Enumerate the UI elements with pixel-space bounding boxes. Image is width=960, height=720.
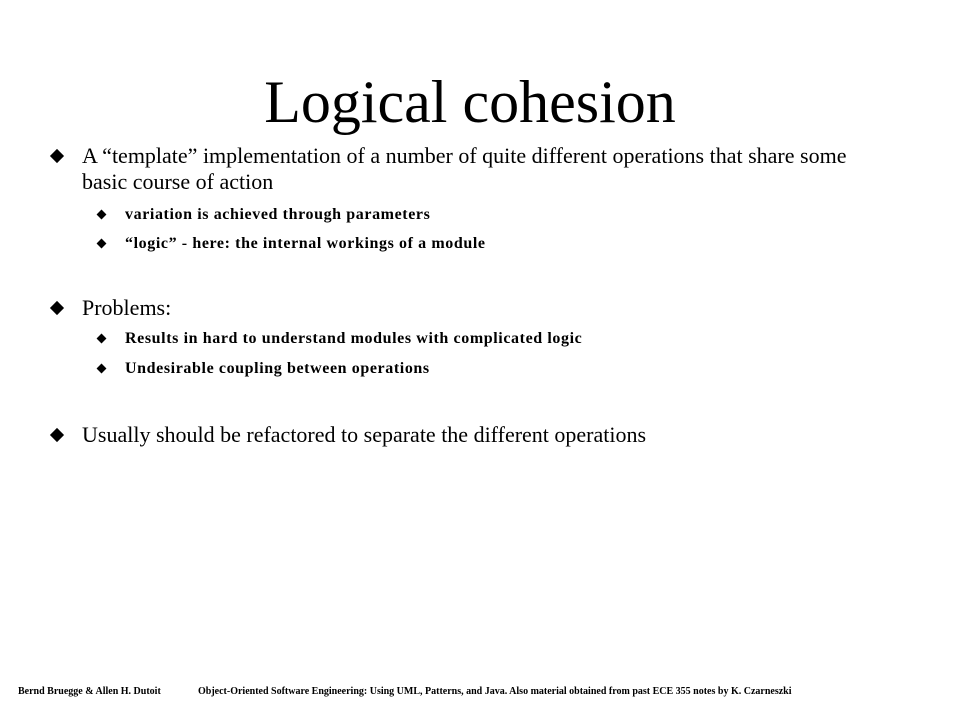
diamond-bullet-icon [97, 239, 107, 249]
footer-source: Object-Oriented Software Engineering: Using UML, Patterns, and Java. Also material obtained from past ECE 355 notes by K. Czarneszki [198, 686, 792, 697]
bullet-text: Problems: [82, 295, 172, 320]
sub-bullet-text: “logic” - here: the internal workings of a module [125, 235, 486, 252]
slide-title: Logical cohesion [264, 69, 676, 136]
footer-authors: Bernd Bruegge & Allen H. Dutoit [18, 686, 161, 697]
bullet-item [52, 143, 892, 195]
diamond-bullet-icon [97, 364, 107, 374]
diamond-bullet-icon [97, 334, 107, 344]
diamond-bullet-icon [50, 428, 64, 442]
bullet-text: Usually should be refactored to separate the different operations [82, 422, 647, 447]
bullet-item [52, 295, 892, 321]
sub-bullet-item [98, 205, 898, 225]
sub-bullet-item [98, 329, 898, 349]
sub-bullet-item [98, 359, 898, 379]
slide-footer [18, 686, 792, 698]
sub-bullet-text: Undesirable coupling between operations [125, 360, 430, 377]
sub-bullet-text: Results in hard to understand modules with complicated logic [125, 330, 583, 347]
sub-bullet-text: variation is achieved through parameters [125, 206, 431, 223]
sub-bullet-item [98, 234, 898, 254]
bullet-item [52, 422, 892, 448]
bullet-text: A “template” implementation of a number of quite different operations that share some basic course of action [82, 143, 847, 194]
diamond-bullet-icon [50, 149, 64, 163]
diamond-bullet-icon [97, 210, 107, 220]
diamond-bullet-icon [50, 301, 64, 315]
